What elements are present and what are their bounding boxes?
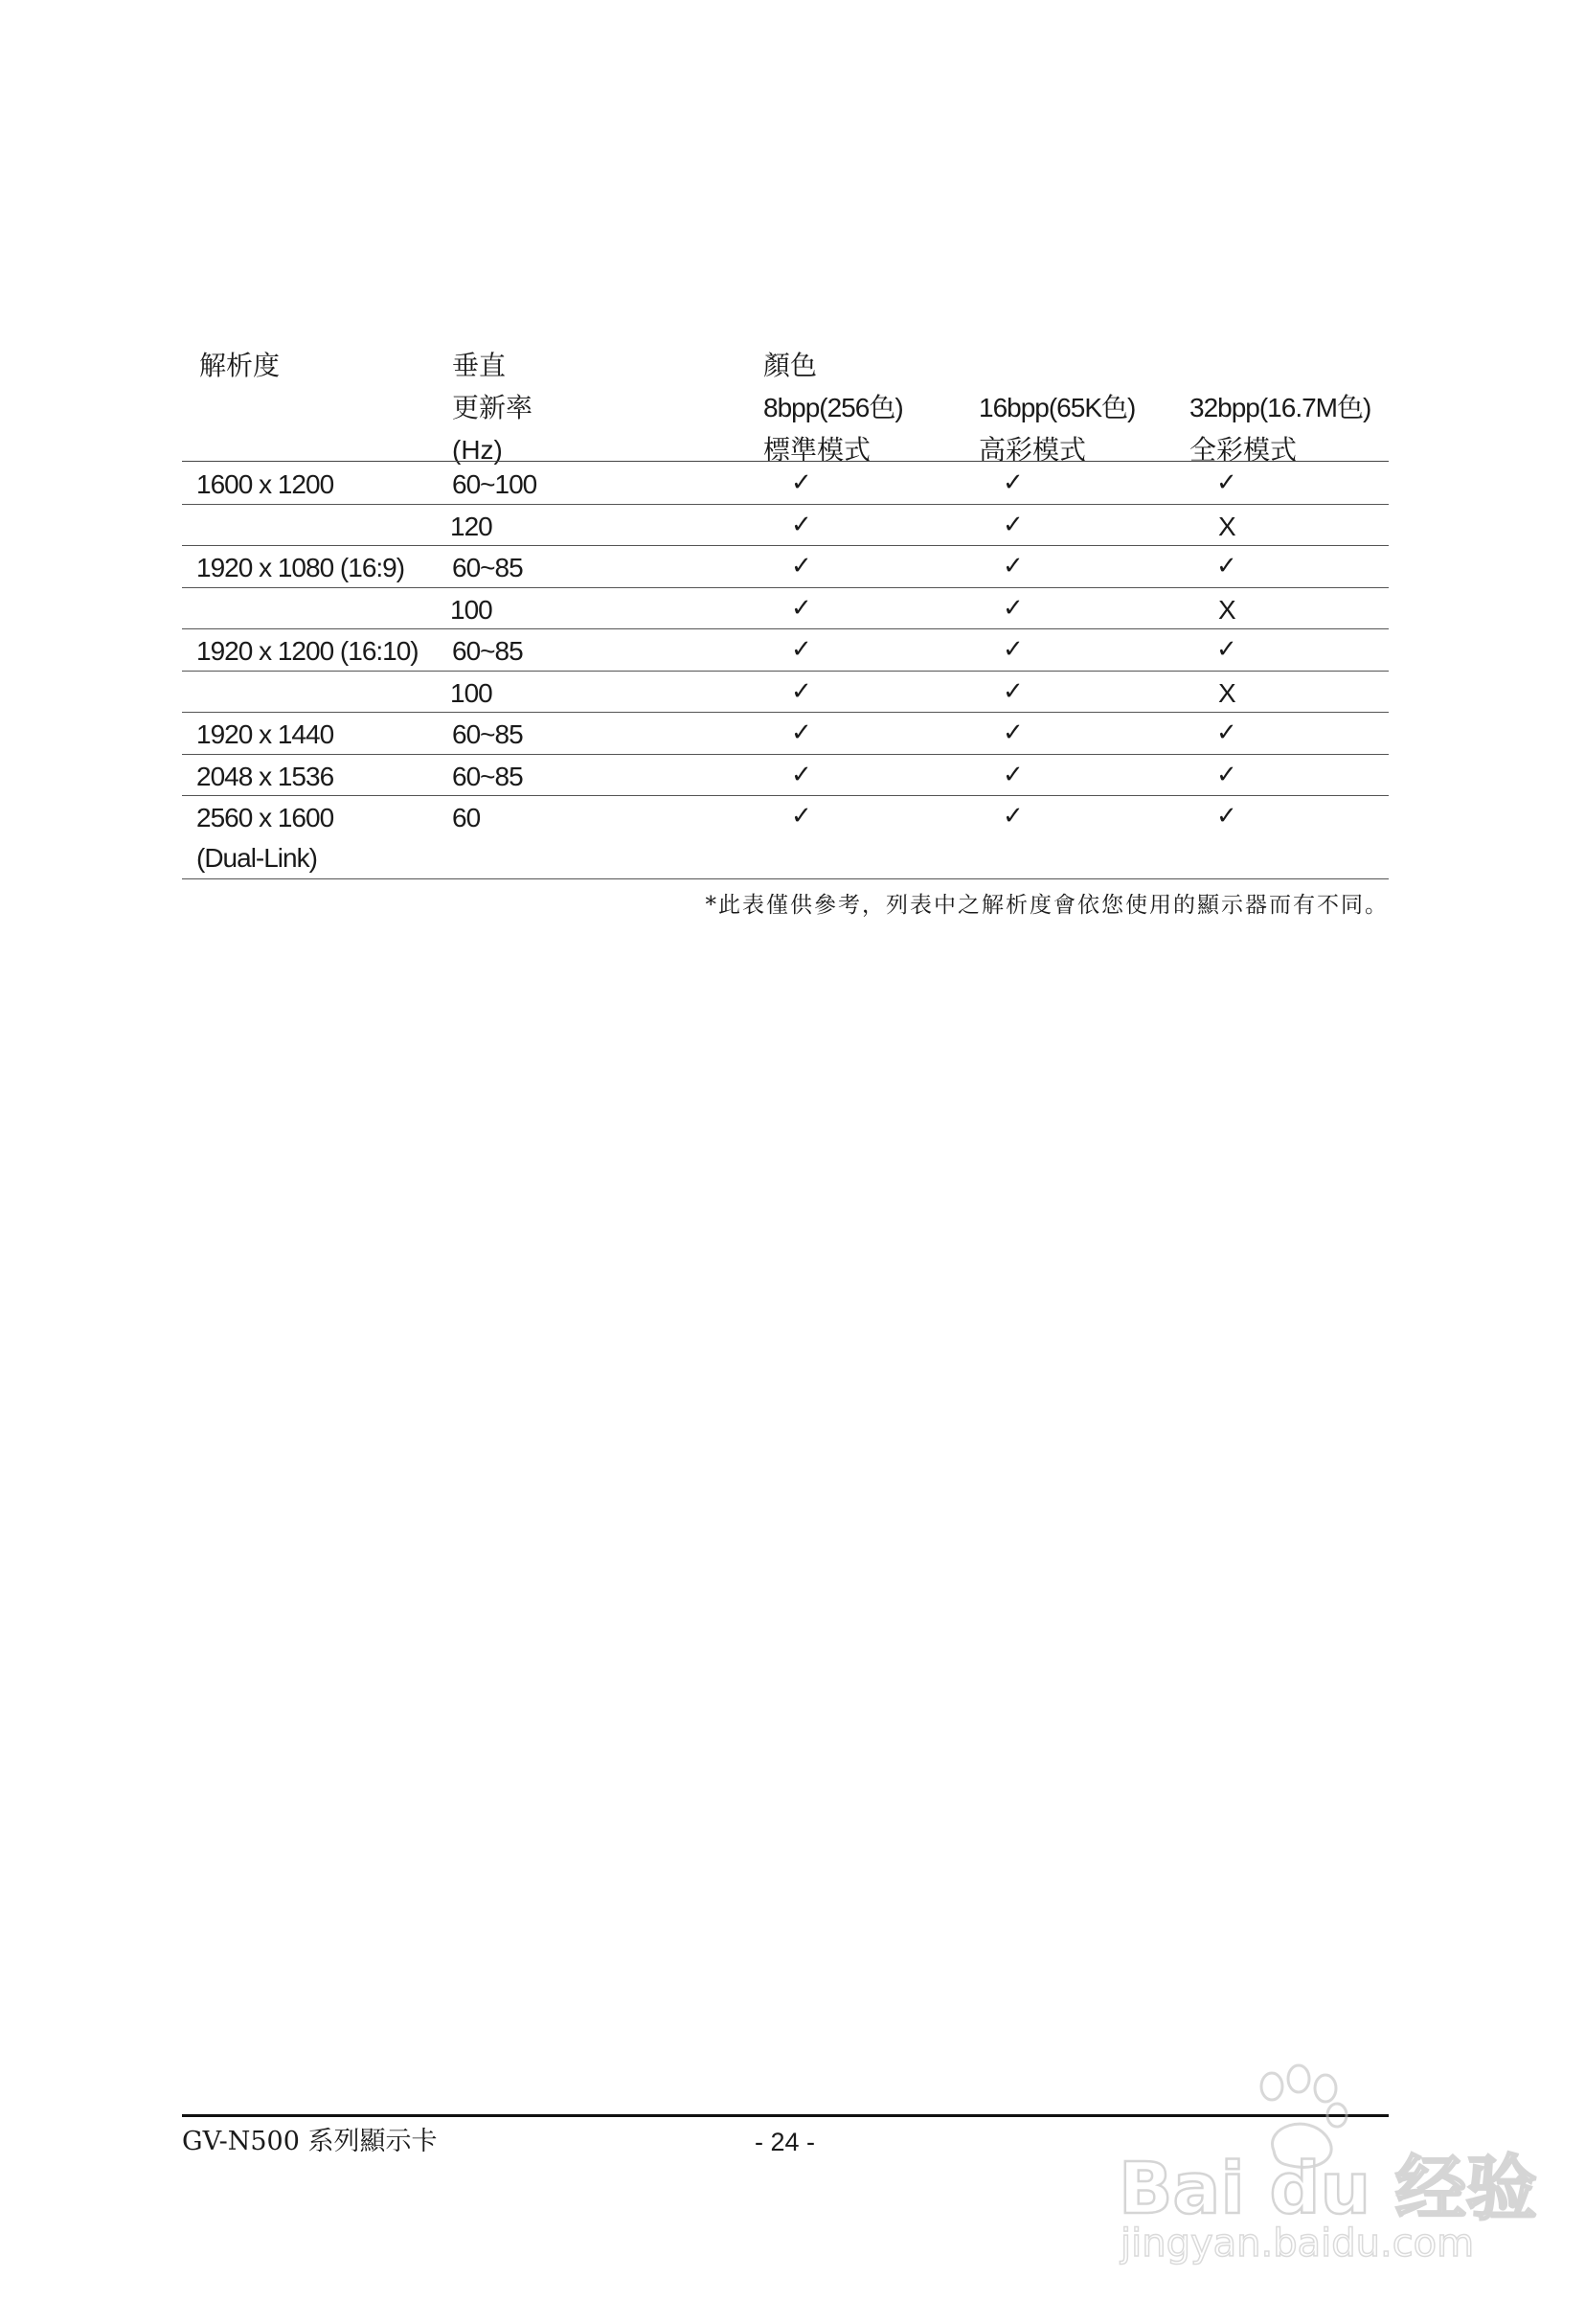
table-body [182,463,1389,879]
header-8bpp-label: 8bpp(256色) [763,393,903,422]
header-16bpp-label: 16bpp(65K色) [979,393,1136,422]
color-8bpp-support: ✓ [791,510,812,539]
refresh-rate-cell: 100 [450,594,492,625]
header-divider [182,461,1389,462]
color-8bpp-support: ✓ [791,676,812,706]
color-16bpp-support: ✓ [1003,718,1024,747]
color-32bpp-support: ✓ [1216,760,1237,789]
table-row [182,588,1389,630]
table-row [182,755,1389,797]
table-row [182,672,1389,714]
refresh-rate-cell: 100 [450,677,492,708]
color-32bpp-support: ✓ [1216,802,1237,831]
color-32bpp-support: X [1218,511,1236,541]
color-16bpp-support: ✓ [1003,760,1024,789]
page-number: - 24 - [755,2128,816,2156]
color-16bpp-support: ✓ [1003,510,1024,539]
table-footnote: *此表僅供參考，列表中之解析度會依您使用的顯示器而有不同。 [705,893,1389,918]
color-8bpp-support: ✓ [791,552,812,581]
header-refresh-line2: 更新率 [452,392,533,423]
table-row [182,546,1389,588]
color-8bpp-support: ✓ [791,760,812,789]
color-32bpp-support: X [1218,677,1236,708]
color-8bpp-support: ✓ [791,718,812,747]
refresh-rate-cell: 60~85 [452,636,523,666]
color-8bpp-support: ✓ [791,593,812,623]
resolution-note-cell: (Dual-Link) [196,843,317,873]
resolution-table [182,345,1389,918]
table-row [182,463,1389,505]
header-color-32bpp [1189,345,1370,471]
watermark-brand: Bai du 经验 [1119,2148,1537,2230]
color-32bpp-support: ✓ [1216,552,1237,581]
header-refresh-rate [452,345,532,471]
color-32bpp-support: ✓ [1216,468,1237,497]
header-refresh-line1: 垂直 [452,350,507,381]
color-8bpp-support: ✓ [791,802,812,831]
color-16bpp-support: ✓ [1003,552,1024,581]
header-refresh-unit: (Hz) [452,435,503,465]
color-8bpp-support: ✓ [791,468,812,497]
table-row [182,796,1389,879]
baidu-jingyan-watermark [1111,2060,1537,2266]
resolution-cell: 2048 x 1536 [196,761,334,791]
color-16bpp-support: ✓ [1003,802,1024,831]
header-resolution: 解析度 [199,350,281,381]
resolution-cell: 1920 x 1200 (16:10) [196,636,419,666]
resolution-cell: 1920 x 1080 (16:9) [196,553,405,582]
resolution-cell: 1920 x 1440 [196,719,334,749]
table-row [182,629,1389,672]
footer-product-title: GV-N500 系列顯示卡 [182,2127,438,2156]
color-32bpp-support: ✓ [1216,718,1237,747]
color-8bpp-support: ✓ [791,635,812,664]
refresh-rate-cell: 60~85 [452,553,523,582]
table-row [182,713,1389,755]
refresh-rate-cell: 60~100 [452,469,537,499]
refresh-rate-cell: 60~85 [452,761,523,791]
header-8bpp-mode: 標準模式 [763,434,872,466]
resolution-cell: 2560 x 1600 [196,803,334,832]
header-color-16bpp [979,345,1135,471]
color-16bpp-support: ✓ [1003,676,1024,706]
header-32bpp-label: 32bpp(16.7M色) [1189,393,1371,422]
color-16bpp-support: ✓ [1003,593,1024,623]
header-32bpp-mode: 全彩模式 [1189,434,1298,466]
resolution-cell: 1600 x 1200 [196,469,334,499]
table-header [182,345,1389,466]
color-32bpp-support: ✓ [1216,635,1237,664]
refresh-rate-cell: 60~85 [452,719,523,749]
color-32bpp-support: X [1218,594,1236,625]
table-row [182,505,1389,547]
color-16bpp-support: ✓ [1003,468,1024,497]
header-color-group: 顏色 [763,350,818,381]
watermark-url: jingyan.baidu.com [1121,2221,1475,2266]
header-color-8bpp [763,345,903,471]
refresh-rate-cell: 120 [450,511,492,541]
header-16bpp-mode: 高彩模式 [979,434,1087,466]
refresh-rate-cell: 60 [452,803,481,832]
color-16bpp-support: ✓ [1003,635,1024,664]
